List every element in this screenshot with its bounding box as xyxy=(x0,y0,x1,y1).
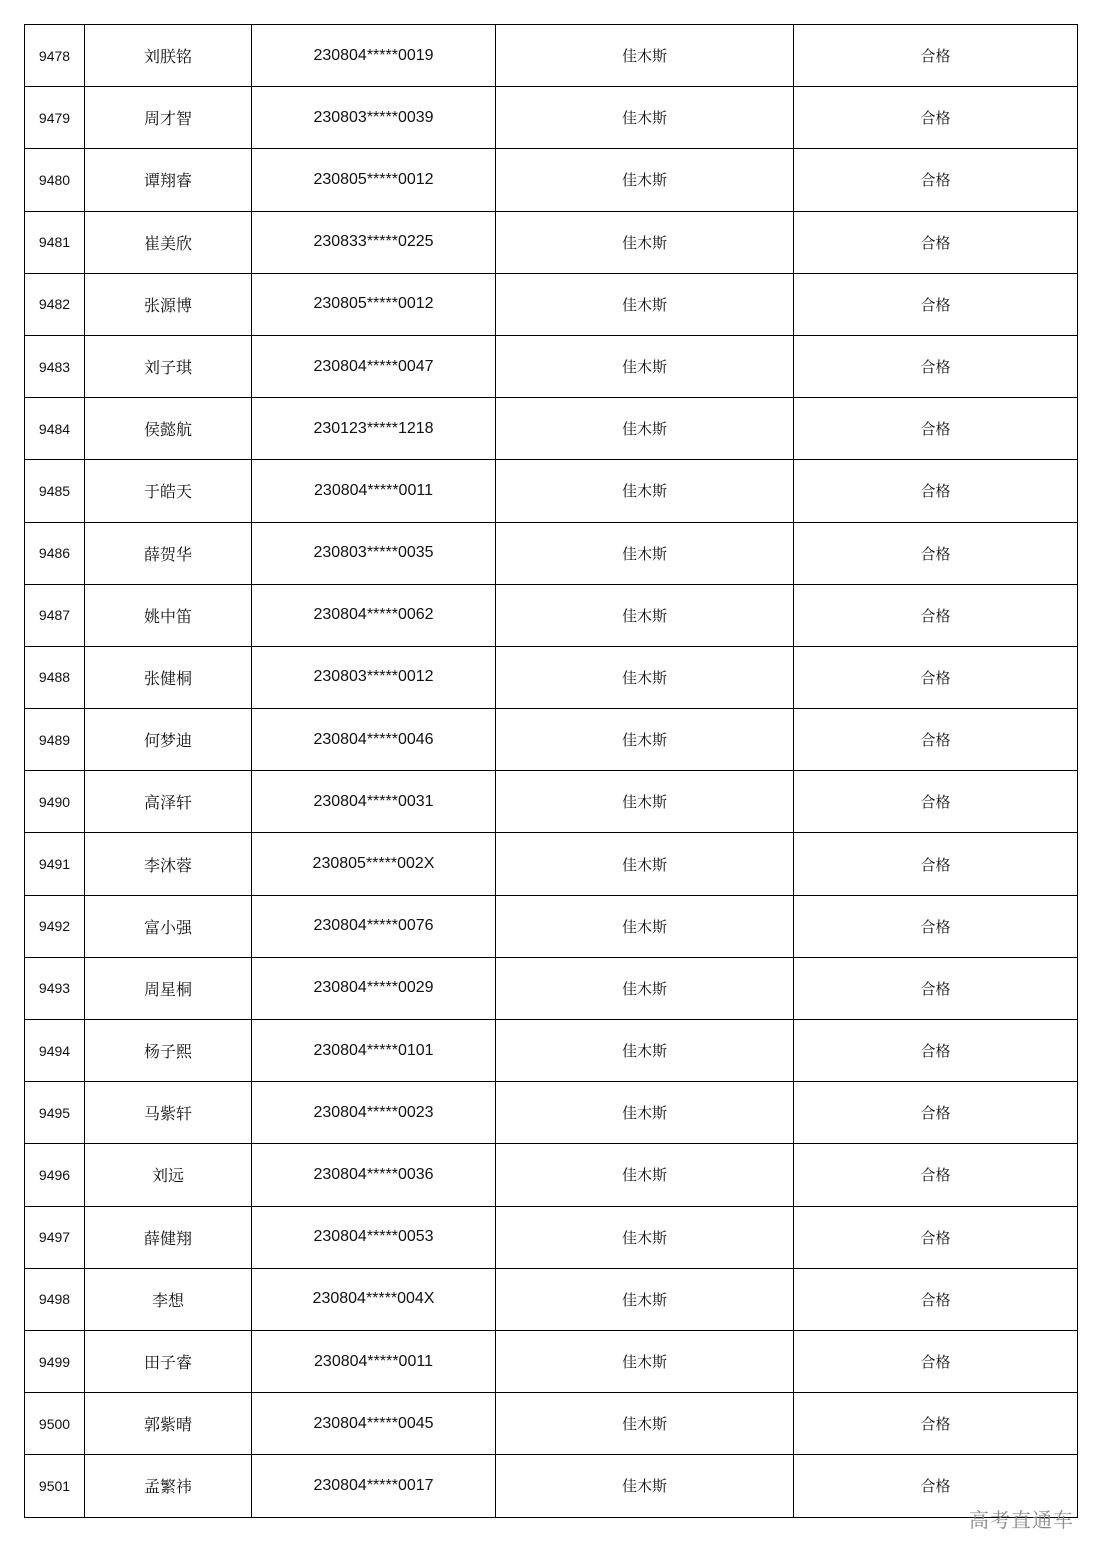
result-cell: 合格 xyxy=(794,149,1078,211)
name-cell: 郭紫晴 xyxy=(85,1393,252,1455)
city-cell: 佳木斯 xyxy=(496,1144,794,1206)
city-cell: 佳木斯 xyxy=(496,335,794,397)
seq-cell: 9499 xyxy=(25,1330,85,1392)
name-cell: 田子睿 xyxy=(85,1330,252,1392)
seq-cell: 9488 xyxy=(25,646,85,708)
result-cell: 合格 xyxy=(794,25,1078,87)
name-cell: 高泽轩 xyxy=(85,771,252,833)
seq-cell: 9482 xyxy=(25,273,85,335)
results-table xyxy=(24,24,1078,1518)
result-cell: 合格 xyxy=(794,1082,1078,1144)
result-cell: 合格 xyxy=(794,709,1078,771)
table-row xyxy=(25,1144,1078,1206)
result-cell: 合格 xyxy=(794,211,1078,273)
seq-cell: 9493 xyxy=(25,957,85,1019)
name-cell: 崔美欣 xyxy=(85,211,252,273)
result-cell: 合格 xyxy=(794,1393,1078,1455)
seq-cell: 9490 xyxy=(25,771,85,833)
table-row xyxy=(25,522,1078,584)
seq-cell: 9495 xyxy=(25,1082,85,1144)
table-row xyxy=(25,25,1078,87)
name-cell: 侯懿航 xyxy=(85,398,252,460)
result-cell: 合格 xyxy=(794,833,1078,895)
name-cell: 李想 xyxy=(85,1268,252,1330)
seq-cell: 9491 xyxy=(25,833,85,895)
name-cell: 富小强 xyxy=(85,895,252,957)
result-cell: 合格 xyxy=(794,522,1078,584)
seq-cell: 9484 xyxy=(25,398,85,460)
table-row xyxy=(25,335,1078,397)
table-row xyxy=(25,1455,1078,1517)
name-cell: 刘朕铭 xyxy=(85,25,252,87)
name-cell: 张源博 xyxy=(85,273,252,335)
seq-cell: 9485 xyxy=(25,460,85,522)
id-number-cell: 230804*****0047 xyxy=(252,335,496,397)
table-row xyxy=(25,1082,1078,1144)
id-number-cell: 230804*****0011 xyxy=(252,1330,496,1392)
id-number-cell: 230804*****0053 xyxy=(252,1206,496,1268)
seq-cell: 9481 xyxy=(25,211,85,273)
city-cell: 佳木斯 xyxy=(496,87,794,149)
result-cell: 合格 xyxy=(794,460,1078,522)
name-cell: 于皓天 xyxy=(85,460,252,522)
id-number-cell: 230803*****0012 xyxy=(252,646,496,708)
name-cell: 杨子熙 xyxy=(85,1020,252,1082)
table-row xyxy=(25,460,1078,522)
result-cell: 合格 xyxy=(794,273,1078,335)
name-cell: 姚中笛 xyxy=(85,584,252,646)
city-cell: 佳木斯 xyxy=(496,646,794,708)
name-cell: 薛健翔 xyxy=(85,1206,252,1268)
result-cell: 合格 xyxy=(794,335,1078,397)
result-cell: 合格 xyxy=(794,646,1078,708)
name-cell: 谭翔睿 xyxy=(85,149,252,211)
seq-cell: 9478 xyxy=(25,25,85,87)
name-cell: 李沐蓉 xyxy=(85,833,252,895)
table-row xyxy=(25,1206,1078,1268)
seq-cell: 9489 xyxy=(25,709,85,771)
name-cell: 周才智 xyxy=(85,87,252,149)
city-cell: 佳木斯 xyxy=(496,1082,794,1144)
name-cell: 张健桐 xyxy=(85,646,252,708)
city-cell: 佳木斯 xyxy=(496,1455,794,1517)
name-cell: 刘子琪 xyxy=(85,335,252,397)
name-cell: 马紫轩 xyxy=(85,1082,252,1144)
seq-cell: 9497 xyxy=(25,1206,85,1268)
table-row xyxy=(25,211,1078,273)
seq-cell: 9486 xyxy=(25,522,85,584)
result-cell: 合格 xyxy=(794,1455,1078,1517)
table-row xyxy=(25,1330,1078,1392)
city-cell: 佳木斯 xyxy=(496,1268,794,1330)
id-number-cell: 230804*****0029 xyxy=(252,957,496,1019)
id-number-cell: 230804*****0036 xyxy=(252,1144,496,1206)
city-cell: 佳木斯 xyxy=(496,211,794,273)
id-number-cell: 230804*****0031 xyxy=(252,771,496,833)
city-cell: 佳木斯 xyxy=(496,1393,794,1455)
name-cell: 何梦迪 xyxy=(85,709,252,771)
table-row xyxy=(25,895,1078,957)
city-cell: 佳木斯 xyxy=(496,25,794,87)
result-cell: 合格 xyxy=(794,1020,1078,1082)
city-cell: 佳木斯 xyxy=(496,895,794,957)
id-number-cell: 230804*****0046 xyxy=(252,709,496,771)
city-cell: 佳木斯 xyxy=(496,460,794,522)
id-number-cell: 230803*****0039 xyxy=(252,87,496,149)
table-row xyxy=(25,149,1078,211)
result-cell: 合格 xyxy=(794,895,1078,957)
city-cell: 佳木斯 xyxy=(496,1206,794,1268)
id-number-cell: 230805*****0012 xyxy=(252,149,496,211)
id-number-cell: 230805*****0012 xyxy=(252,273,496,335)
table-row xyxy=(25,1268,1078,1330)
id-number-cell: 230804*****0045 xyxy=(252,1393,496,1455)
results-table-body xyxy=(25,25,1078,1518)
city-cell: 佳木斯 xyxy=(496,771,794,833)
id-number-cell: 230804*****0023 xyxy=(252,1082,496,1144)
id-number-cell: 230804*****0011 xyxy=(252,460,496,522)
name-cell: 薛贺华 xyxy=(85,522,252,584)
city-cell: 佳木斯 xyxy=(496,709,794,771)
table-row xyxy=(25,833,1078,895)
name-cell: 刘远 xyxy=(85,1144,252,1206)
result-cell: 合格 xyxy=(794,1206,1078,1268)
id-number-cell: 230804*****0076 xyxy=(252,895,496,957)
id-number-cell: 230833*****0225 xyxy=(252,211,496,273)
city-cell: 佳木斯 xyxy=(496,149,794,211)
result-cell: 合格 xyxy=(794,1268,1078,1330)
table-row xyxy=(25,398,1078,460)
city-cell: 佳木斯 xyxy=(496,273,794,335)
table-row xyxy=(25,709,1078,771)
city-cell: 佳木斯 xyxy=(496,957,794,1019)
result-cell: 合格 xyxy=(794,771,1078,833)
id-number-cell: 230804*****0062 xyxy=(252,584,496,646)
city-cell: 佳木斯 xyxy=(496,398,794,460)
table-row xyxy=(25,957,1078,1019)
seq-cell: 9501 xyxy=(25,1455,85,1517)
seq-cell: 9479 xyxy=(25,87,85,149)
result-cell: 合格 xyxy=(794,398,1078,460)
id-number-cell: 230804*****0017 xyxy=(252,1455,496,1517)
id-number-cell: 230805*****002X xyxy=(252,833,496,895)
result-cell: 合格 xyxy=(794,1330,1078,1392)
seq-cell: 9487 xyxy=(25,584,85,646)
name-cell: 周星桐 xyxy=(85,957,252,1019)
id-number-cell: 230803*****0035 xyxy=(252,522,496,584)
seq-cell: 9480 xyxy=(25,149,85,211)
result-cell: 合格 xyxy=(794,957,1078,1019)
result-cell: 合格 xyxy=(794,87,1078,149)
id-number-cell: 230804*****0019 xyxy=(252,25,496,87)
seq-cell: 9500 xyxy=(25,1393,85,1455)
id-number-cell: 230804*****0101 xyxy=(252,1020,496,1082)
table-row xyxy=(25,1393,1078,1455)
seq-cell: 9496 xyxy=(25,1144,85,1206)
table-row xyxy=(25,584,1078,646)
watermark-text: 高考直通车 xyxy=(969,1508,1074,1532)
city-cell: 佳木斯 xyxy=(496,522,794,584)
table-row xyxy=(25,771,1078,833)
city-cell: 佳木斯 xyxy=(496,833,794,895)
seq-cell: 9483 xyxy=(25,335,85,397)
result-cell: 合格 xyxy=(794,584,1078,646)
city-cell: 佳木斯 xyxy=(496,1330,794,1392)
seq-cell: 9494 xyxy=(25,1020,85,1082)
result-cell: 合格 xyxy=(794,1144,1078,1206)
table-row xyxy=(25,273,1078,335)
table-row xyxy=(25,87,1078,149)
id-number-cell: 230804*****004X xyxy=(252,1268,496,1330)
table-row xyxy=(25,646,1078,708)
name-cell: 孟繁祎 xyxy=(85,1455,252,1517)
seq-cell: 9498 xyxy=(25,1268,85,1330)
id-number-cell: 230123*****1218 xyxy=(252,398,496,460)
city-cell: 佳木斯 xyxy=(496,584,794,646)
seq-cell: 9492 xyxy=(25,895,85,957)
city-cell: 佳木斯 xyxy=(496,1020,794,1082)
table-row xyxy=(25,1020,1078,1082)
